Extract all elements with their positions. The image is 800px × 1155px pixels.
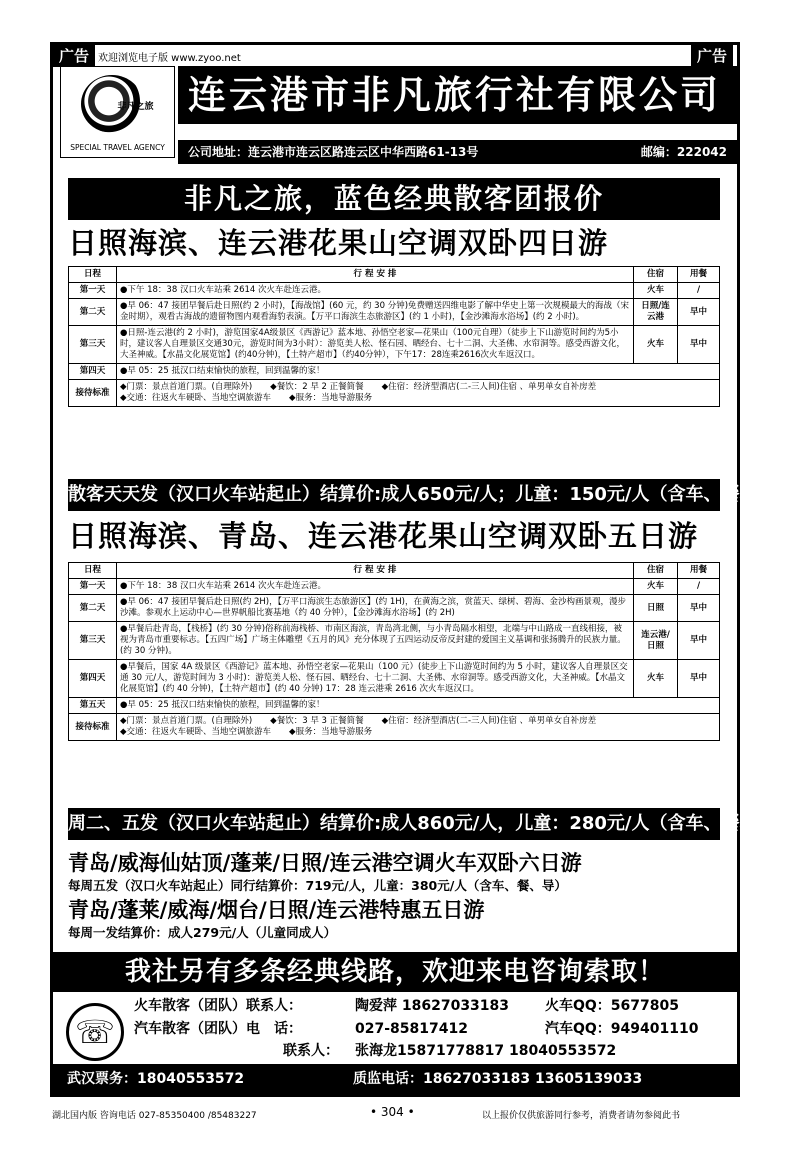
phone-icon: ☏ xyxy=(66,1003,124,1061)
stay-cell: 火车 xyxy=(634,579,678,595)
stay-cell: 火车 xyxy=(634,283,678,299)
service-item: ◆门票：景点首道门票。(自理除外) xyxy=(120,716,253,726)
stay-cell: 火车 xyxy=(634,326,678,364)
service-item: ◆服务：当地导游服务 xyxy=(289,727,373,737)
extra-route-1: 青岛/威海仙姑顶/蓬莱/日照/连云港空调火车双卧六日游 xyxy=(68,851,582,875)
footer-right: 以上报价仅供旅游同行参考，消费者请勿参阅此书 xyxy=(482,1111,681,1121)
table-row xyxy=(69,579,720,595)
stay-cell: 日照 xyxy=(634,595,678,622)
table-row xyxy=(69,595,720,622)
service-item: ◆餐饮：3 早 3 正餐简餐 xyxy=(270,716,364,726)
company-name: 连云港市非凡旅行社有限公司 xyxy=(178,66,737,124)
meal-cell: 早中 xyxy=(678,299,720,326)
service-item: ◆门票：景点首道门票。(自理除外) xyxy=(120,382,253,392)
service-label: 接待标准 xyxy=(69,380,117,407)
meal-cell: 早中 xyxy=(678,622,720,660)
service-cell xyxy=(117,380,720,407)
day-cell: 第一天 xyxy=(69,283,117,299)
plan-cell: ●早 05：25 抵汉口结束愉快的旅程，回到温馨的家！ xyxy=(117,698,720,714)
plan-cell: ●日照-连云港(约 2 小时)，游览国家4A级景区《西游记》蓝本地、孙悟空老家—花果山（100元自理）（徒步上下山游览时间约为5小时，建议客人自理景区交通30元，游览时间为3小时）：游览美人松、怪石园、晒经台、七十二洞、大圣佛、水帘洞等。感受西游文化，大圣神威。【水晶文化展览馆】(约40分钟)，【土特产超市】（约40分钟），下午17：28连乘2616次火车返汉口。 xyxy=(117,326,634,364)
service-item: ◆住宿：经济型酒店(二-三人间)住宿 、单男单女自补房差 xyxy=(381,382,597,392)
header-stay: 住宿 xyxy=(634,267,678,283)
header-day: 日程 xyxy=(69,267,117,283)
ad-label-left: 广告 xyxy=(53,45,95,67)
address-bar xyxy=(178,140,737,164)
service-item: ◆服务：当地导游服务 xyxy=(289,393,373,403)
header-meal: 用餐 xyxy=(678,563,720,579)
plan-cell: ●下午 18：38 汉口火车站乘 2614 次火车赴连云港。 xyxy=(117,579,634,595)
footer-left: 湖北国内版 咨询电话 027-85350400 /85483227 xyxy=(52,1111,257,1121)
stay-cell: 连云港/日照 xyxy=(634,622,678,660)
tour2-price: 周二、五发（汉口火车站起止）结算价:成人860元/人，儿童：280元/人（含车、餐、导） xyxy=(68,808,720,840)
table-header-row xyxy=(69,267,720,283)
contact-banner: 我社另有多条经典线路，欢迎来电咨询索取！ xyxy=(53,952,737,992)
table-row xyxy=(69,698,720,714)
header-plan: 行 程 安 排 xyxy=(117,563,634,579)
plan-cell: ●早 05：25 抵汉口结束愉快的旅程，回到温馨的家！ xyxy=(117,364,720,380)
service-item: ◆交通：往返火车硬卧、当地空调旅游车 xyxy=(120,393,272,403)
table-row xyxy=(69,326,720,364)
plan-cell: ●早 06：47 接团早餐后赴日照(约 2 小时)，【海战馆】(60 元，约 30 分钟)免费赠送四维电影了解中华史上第一次规模最大的海战（宋金时期），观看古海战的遗留物图内观看海豹表演。【万平口海滨生态旅游区】(约 1 小时)，【金沙滩海水浴场】(约 2 小时)。 xyxy=(117,299,634,326)
day-cell: 第一天 xyxy=(69,579,117,595)
day-cell: 第三天 xyxy=(69,622,117,660)
company-address: 公司地址：连云港市连云区路连云区中华西路61-13号 xyxy=(188,145,479,159)
stay-cell: 火车 xyxy=(634,660,678,698)
plan-cell: ●下午 18：38 汉口火车站乘 2614 次火车赴连云港。 xyxy=(117,283,634,299)
extra-route-2-price: 每周一发结算价：成人279元/人（儿童同成人） xyxy=(68,925,337,940)
service-label: 接待标准 xyxy=(69,714,117,741)
company-logo xyxy=(60,66,175,158)
day-cell: 第三天 xyxy=(69,326,117,364)
plan-cell: ●早餐后赴青岛，【栈桥】(约 30 分钟)俗称前海栈桥、市南区海滨，青岛湾北侧，与小青岛隔水相望，北端与中山路成一直线相接，被视为青岛市重要标志。【五四广场】广场主体雕塑《五月的风》充分体现了五四运动反帝反封建的爱国主义基调和张扬腾升的民族力量。(约 30 分钟)。 xyxy=(117,622,634,660)
main-headline: 非凡之旅，蓝色经典散客团报价 xyxy=(68,178,720,220)
car-qq: 汽车QQ：949401110 xyxy=(545,1021,699,1037)
tour2-itinerary-table xyxy=(68,562,720,741)
company-postcode: 邮编：222042 xyxy=(640,145,727,159)
table-row xyxy=(69,660,720,698)
header-stay: 住宿 xyxy=(634,563,678,579)
car-phone: 027-85817412 xyxy=(355,1021,468,1037)
plan-cell: ●早餐后，国家 4A 级景区《西游记》蓝本地、孙悟空老家—花果山（100 元）(徒步上下山游览时间约为 5 小时，建议客人自理景区交通 30 元/人，游览时间为 3 小时)：游览美人松、怪石园、晒经台、七十二洞、大圣佛、水帘洞等。感受西游文化，大圣神威。【水晶文化展览馆】(约 40 分钟)，【土特产超市】(约 40 分钟) 17：28 连云港乘 2616 次火车返汉口。 xyxy=(117,660,634,698)
extra-route-1-price: 每周五发（汉口火车站起止）同行结算价：719元/人，儿童：380元/人（含车、餐、导） xyxy=(68,878,567,893)
ad-label-right: 广告 xyxy=(691,45,733,67)
day-cell: 第二天 xyxy=(69,299,117,326)
meal-cell: / xyxy=(678,579,720,595)
stay-cell: 日照/连云港 xyxy=(634,299,678,326)
meal-cell: 早中 xyxy=(678,660,720,698)
contact-label: 联系人： xyxy=(283,1043,339,1059)
header-meal: 用餐 xyxy=(678,267,720,283)
tour1-itinerary-table xyxy=(68,266,720,407)
top-note: 欢迎浏览电子版 www.zyoo.net xyxy=(98,53,241,64)
quality-phone: 质监电话：18627033183 13605139033 xyxy=(353,1071,643,1087)
page-number: • 304 • xyxy=(370,1105,415,1119)
table-row xyxy=(69,283,720,299)
meal-cell: / xyxy=(678,283,720,299)
day-cell: 第四天 xyxy=(69,364,117,380)
tour2-title: 日照海滨、青岛、连云港花果山空调双卧五日游 xyxy=(68,519,699,553)
service-item: ◆餐饮：2 早 2 正餐简餐 xyxy=(270,382,364,392)
bottom-contact-bar xyxy=(53,1064,737,1094)
service-row xyxy=(69,714,720,741)
service-item: ◆住宿：经济型酒店(二-三人间)住宿 、单男单女自补房差 xyxy=(381,716,597,726)
meal-cell: 早中 xyxy=(678,326,720,364)
ticket-phone: 武汉票务：18040553572 xyxy=(67,1071,245,1087)
table-header-row xyxy=(69,563,720,579)
service-cell xyxy=(117,714,720,741)
day-cell: 第四天 xyxy=(69,660,117,698)
meal-cell: 早中 xyxy=(678,595,720,622)
train-qq: 火车QQ：5677805 xyxy=(545,998,679,1014)
header-day: 日程 xyxy=(69,563,117,579)
contact-person: 张海龙15871778817 18040553572 xyxy=(355,1043,617,1059)
extra-route-2: 青岛/蓬莱/威海/烟台/日照/连云港特惠五日游 xyxy=(68,898,485,922)
logo-name: 非凡之旅 xyxy=(117,102,154,112)
table-row xyxy=(69,299,720,326)
logo-subtitle: SPECIAL TRAVEL AGENCY xyxy=(70,143,165,152)
table-row xyxy=(69,622,720,660)
plan-cell: ●早 06：47 接团早餐后赴日照(约 2H)，【万平口海滨生态旅游区】(约 1H)，在黄海之滨，赏蓝天、绿树、碧海、金沙构画景观，漫步沙滩。参观水上运动中心—世界帆船比赛基地（约 40 分钟），【金沙滩海水浴场】(约 2H) xyxy=(117,595,634,622)
tour1-price: 散客天天发（汉口火车站起止）结算价:成人650元/人；儿童：150元/人（含车、餐、导） xyxy=(68,479,720,511)
service-item: ◆交通：往返火车硬卧、当地空调旅游车 xyxy=(120,727,272,737)
day-cell: 第二天 xyxy=(69,595,117,622)
header-plan: 行 程 安 排 xyxy=(117,267,634,283)
train-contact-person: 陶爱萍 18627033183 xyxy=(355,998,510,1014)
day-cell: 第五天 xyxy=(69,698,117,714)
table-row xyxy=(69,364,720,380)
service-row xyxy=(69,380,720,407)
train-contact-label: 火车散客（团队）联系人： xyxy=(134,998,302,1014)
tour1-title: 日照海滨、连云港花果山空调双卧四日游 xyxy=(68,226,609,260)
car-contact-label: 汽车散客（团队）电 话： xyxy=(134,1021,302,1037)
